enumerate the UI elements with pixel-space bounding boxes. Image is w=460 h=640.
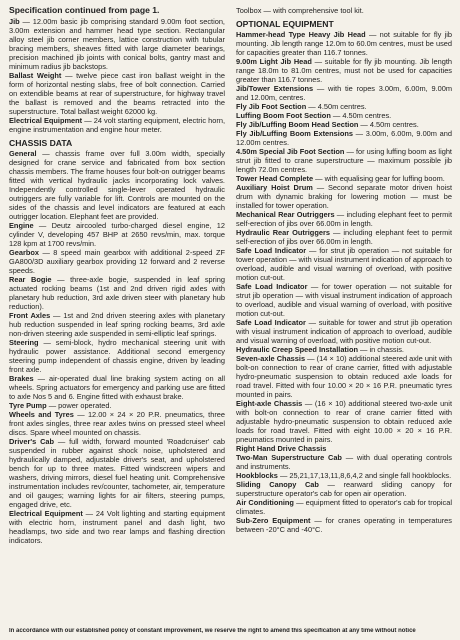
spec-item [236,354,452,399]
spec-item [236,282,452,318]
spec-item-text: — 24 Volt lighting and starting equipment with electric horn, instrument panel and dash light, two headlamps, two side and two rear lamps and flashing direction indicators. [9,509,225,545]
spec-item [236,120,452,129]
spec-item-text: — with dual operating controls and instruments. [236,453,452,471]
spec-item-title: Fly Jib Foot Section [236,102,307,111]
spec-item [236,498,452,516]
spec-item [236,210,452,228]
spec-item-text: — not suitable for fly jib mounting. Jib length range 12.0m to 60.0m centres, must be used for capacities greater than 116.7 tonnes. [236,30,452,57]
spec-item-text: — Deutz aircooled turbo-charged diesel engine, 12 cylinder V, developing 457 BHP at 2650 revs/min, max. torque 128 kpm at 1700 revs/min. [9,221,225,248]
spec-item [9,401,225,410]
spec-item [236,57,452,84]
spec-item-title: 9.00m Light Jib Head [236,57,312,66]
spec-item-text: — 12.00m basic jib comprising standard 9.00m foot section, 3.00m extension and hammer head type section. Rectangular alloy steel jib corner members, lattice construction with tubular bracing members, sheaves fitted with large diameter bearings, precision machined jib joints with conical bolts, gantry mast and minimum radius jib backstops. [9,17,225,71]
spec-item-title: Jib [9,17,20,26]
spec-item-text: — 3.00m, 6.00m, 9.00m and 12.00m centres. [236,129,452,147]
spec-item-text: — (14 × 10) additional steered axle unit with bolt-on connection to rear of crane carrier, fitted with adjustable hydro-pneumatic suspension to obtain reduced axle loads for road travel. Fitted with four 10.00 × 20 × 16 P.R. pneumatic tyres mounted in pairs. [236,354,452,399]
spec-item-text: — 25,21,17,13,11,8,6,4,2 and single fall hookblocks. [277,471,452,480]
spec-item-title: Sliding Canopy Cab [236,480,319,489]
spec-item-text: — twelve piece cast iron ballast weight in the form of horizontal nesting slabs, free of bolt connection. Carried on extendible beams at rear of superstructure, for highway travel the ballast is removed and the beams retracted into the superstructure. Total ballast weight 62000 kg. [9,71,225,116]
chassis-items [9,149,225,545]
spec-item-text: — air-operated dual line braking system acting on all wheels. Spring actuators for emergency and parking use are fitted to axle Nos 5 and 6. Engine fitted with exhaust brake. [9,374,225,401]
optional-equipment-heading: OPTIONAL EQUIPMENT [236,19,334,29]
spec-item-title: Electrical Equipment [9,116,83,125]
spec-item [9,71,225,116]
spec-item-text: — Second separate motor driven hoist drum with dynamic braking for lowering motion — must be installed for tower operation. [236,183,452,210]
spec-item-title: Hammer-head Type Heavy Jib Head [236,30,366,39]
spec-item-title: Front Axles [9,311,51,320]
spec-item-text: — full width, forward mounted 'Roadcruiser' cab suspended in rubber against shock noise, upholstered and hydraulically damped, adjustable driver's seat, and upholstered bench for up to three mates. Fitted windscreen wipers and washers, driving mirrors, diesel fuel heating unit. Comprehensive instrumentation includes rev/counter, tachometer, air, temperature and oil gauges; warning lights for air filters, steering pumps, engaged drive, etc. [9,437,225,509]
spec-item [236,147,452,174]
spec-item-title: Safe Load Indicator [236,282,308,291]
spec-item [236,111,452,120]
spec-item-title: Hydraulic Rear Outriggers [236,228,330,237]
spec-item [9,374,225,401]
spec-item [236,183,452,210]
spec-item [9,437,225,509]
spec-item-text: — for strut jib operation — not suitable for tower operation — with visual instrument indication of approach to overload, audible and visual warning of overload, with positive motion cut-out. [236,246,452,282]
spec-item-title: Fly Jib/Luffing Boom Head Section [236,120,359,129]
spec-item [236,444,452,453]
spec-item-title: Electrical Equipment [9,509,83,518]
spec-item-text: — chassis frame over full 3.00m width, specially designed for crane service and fabricated from box section chassis members. The frame houses four bolt-on outrigger beams fitted with vertical hydraulic jacks incorporating lock valves. Independently controlled single-lever operated hydraulic outriggers are fully variable for lift. Controls are mounted on the sides of the chassis and level indicators are featured at each outrigger location. Elephant feet are provided. [9,149,225,221]
spec-item [236,84,452,102]
spec-item-text: — with tie ropes 3.00m, 6.00m, 9.00m and 12.00m, centres. [236,84,452,102]
spec-item-title: 4.50m Special Jib Foot Section [236,147,345,156]
spec-item-title: Safe Load Indicator [236,318,306,327]
spec-item [9,410,225,437]
spec-item-text: — 24 volt starting equipment, electric horn, engine instrumentation and engine hour meter. [9,116,225,134]
spec-item-text: — in chassis. [357,345,404,354]
footer-disclaimer: In accordance with our established policy of constant improvement, we reserve the right to amend this specification at any time without notice [9,628,416,634]
spec-item-text: — equipment fitted to operator's cab for tropical climates. [236,498,452,516]
spec-item-text: — (16 × 10) additional steered two-axle unit with bolt-on connection to rear of crane carrier fitted with adjustable hydro-pneumatic suspension to obtain reduced axle loads for road travel. Fitted with eight 10.00 × 20 × 16 P.R. pneumatics mounted in pairs. [236,399,452,444]
spec-item [236,480,452,498]
spec-item-title: Two-Man Superstructure Cab [236,453,342,462]
spec-item [236,516,452,534]
spec-item-title: Mechanical Rear Outriggers [236,210,335,219]
spec-item-text: — including elephant feet to permit self-erection of jibs over 66.00m in length. [236,228,452,246]
standard-items [9,17,225,134]
spec-item [236,471,452,480]
spec-item-text: — three-axle bogie, suspended in leaf spring actuated rocking beams (1st and 2nd driven rigid axles with planetary hub reduction, 3rd axle driven steer with planetary hub reduction). [9,275,225,311]
spec-item-title: Luffing Boom Foot Section [236,111,331,120]
spec-item [9,17,225,71]
right-column [236,6,452,618]
spec-item [9,509,225,545]
spec-item-title: Tyre Pump [9,401,47,410]
spec-item [236,129,452,147]
spec-item [9,275,225,311]
spec-item-text: — suitable for tower and strut jib operation with visual instrument indication of approach to overload, audible and visual warning of overload, with positive motion cut-out. [236,318,452,345]
spec-item-title: General [9,149,37,158]
spec-item-title: Gearbox [9,248,39,257]
spec-item [236,399,452,444]
spec-item-text: — for cranes operating in temperatures between -20°C and -40°C. [236,516,452,534]
spec-item-title: Hookblocks [236,471,278,480]
spec-item [9,311,225,338]
spec-item-text: — for using luffing boom as light strut jib fitted to crane superstructure — maximum possible jib length 72.0m centres. [236,147,452,174]
spec-item-text: — for tower operation — not suitable for strut jib operation — with visual instrument indication of approach to overload, audible and visual warning of overload, with positive motion cut-out. [236,282,452,318]
spec-item-title: Wheels and Tyres [9,410,74,419]
spec-item [236,102,452,111]
continued-heading: Specification continued from page 1. [9,6,160,15]
spec-item [236,30,452,57]
spec-item-text: — semi-block, hydro mechanical steering unit with hydraulic power assistance. Additional second emergency steering pump independent of chassis engine, driven by leading front axle. [9,338,225,374]
spec-item-text: — 12.00 × 24 × 20 P.R. pneumatics, three front axles singles, three rear axles twins on pressed steel wheel discs. Spare wheel mounted on chassis. [9,410,225,437]
spec-item-title: Fly Jib/Luffing Boom Extensions [236,129,353,138]
spec-item-text: — 4.50m centres. [306,102,367,111]
spec-item-title: Steering [9,338,39,347]
spec-item-title: Driver's Cab [9,437,55,446]
spec-item-title: Engine [9,221,34,230]
spec-item-title: Tower Head Complete [236,174,314,183]
spec-item-title: Seven-axle Chassis [236,354,306,363]
spec-item-text: — power operated. [46,401,112,410]
spec-item-text: — 8 speed main gearbox with additional 2-speed ZF GA800/3D auxiliary gearbox providing 12 forward and 2 reverse speeds. [9,248,225,275]
spec-item-title: Hydraulic Creep Speed Installation [236,345,358,354]
spec-item [236,345,452,354]
spec-item-text: — 4.50m centres. [358,120,419,129]
spec-item-title: Jib/Tower Extensions [236,84,314,93]
spec-item [9,221,225,248]
spec-item [9,149,225,221]
spec-item-text: — including elephant feet to permit self-erection of jibs over 66.00m in length. [236,210,452,228]
chassis-data-heading: CHASSIS DATA [9,138,73,148]
spec-item-title: Right Hand Drive Chassis [236,444,327,453]
spec-item [236,174,452,183]
spec-item-text: — suitable for fly jib mounting. Jib length range 18.0m to 81.0m centres, must not be used for capacities greater than 116.7 tonnes. [236,57,452,84]
optional-items [236,30,452,534]
spec-item-text: — with equalising gear for luffing boom. [313,174,445,183]
spec-item-title: Sub-Zero Equipment [236,516,311,525]
spec-item-title: Rear Bogie [9,275,52,284]
spec-item-title: Air Conditioning [236,498,294,507]
spec-item [9,116,225,134]
spec-item [9,338,225,374]
spec-item [236,246,452,282]
spec-item-text: — 1st and 2nd driven steering axles with planetary hub reduction suspended in leaf spring rocking beams, 3rd axle non-driven steering axle suspended in semi-elliptic leaf springs. [9,311,225,338]
spec-item-text: — rearward sliding canopy for superstructure operator's cab for open air operation. [236,480,452,498]
spec-item-title: Safe Load Indicator [236,246,307,255]
spec-item [236,228,452,246]
left-column [9,6,225,618]
spec-item [9,248,225,275]
spec-item-title: Eight-axle Chassis [236,399,303,408]
spec-item-title: Ballast Weight [9,71,62,80]
spec-item [236,453,452,471]
toolbox-line: Toolbox — with comprehensive tool kit. [236,6,364,15]
spec-item-title: Brakes [9,374,34,383]
spec-item-text: — 4.50m centres. [330,111,392,120]
spec-item [236,318,452,345]
spec-item-title: Auxiliary Hoist Drum [236,183,313,192]
